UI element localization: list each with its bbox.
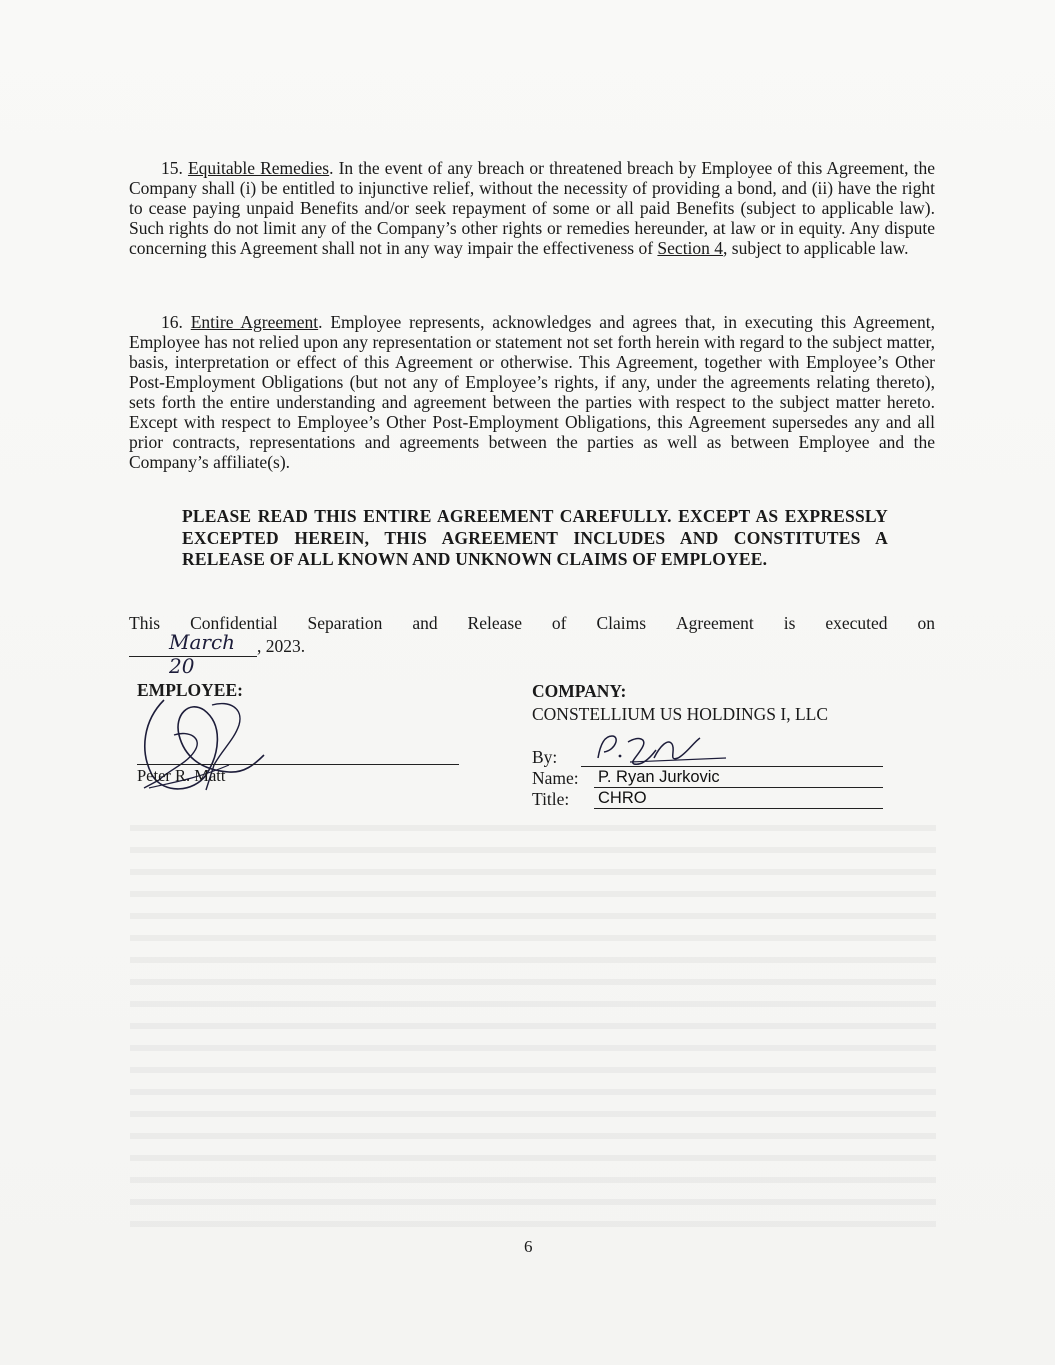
exec-word: Separation [307, 613, 383, 633]
exec-word: Confidential [190, 613, 278, 633]
exec-word: This [129, 613, 161, 633]
section-16-text: . Employee represents, acknowledges and agrees that, in executing this Agreement, Employee has not relied upon any representation or statement not set forth herein with regard to the subject matter, basis, interpretation or effect of this Agreement or otherwise. This Agreement, together with Employee’s Other Post-Employment Obligations (but not any of Employee’s rights, if any, under the agreements relating thereto), sets forth the entire understanding and agreement between the parties with respect to the subject matter hereto. Except with respect to Employee’s Other Post-Employment Obligations, this Agreement supersedes any and all prior contracts, representations and agreements between the parties as well as between Employee and the Company’s affiliate(s). [129, 312, 936, 472]
exec-word: and [412, 613, 438, 633]
section-16-heading: Entire Agreement [190, 312, 319, 332]
exec-word: of [551, 613, 567, 633]
page-number: 6 [524, 1237, 533, 1256]
company-signatory-title: CHRO [598, 789, 647, 807]
exec-word: Agreement [676, 613, 754, 633]
bleed-through-bottom [130, 815, 936, 1235]
exec-word: on [917, 613, 935, 633]
title-line [594, 808, 883, 809]
section-15-paragraph [129, 158, 935, 258]
section-15-text-b: , subject to applicable law. [723, 238, 909, 258]
employee-signature [134, 680, 269, 805]
exec-word: Claims [596, 613, 647, 633]
title-label: Title: [532, 789, 570, 809]
exec-word: executed [825, 613, 888, 633]
company-signature [590, 728, 730, 770]
employee-signature-line [137, 764, 459, 765]
by-label: By: [532, 747, 558, 767]
exec-word: is [783, 613, 796, 633]
employee-label: EMPLOYEE: [137, 680, 243, 700]
section-16-paragraph [129, 312, 935, 472]
handwritten-date: March 20 [169, 630, 236, 678]
employee-name: Peter R. Matt [137, 766, 226, 785]
exec-word: Release [467, 613, 522, 633]
execution-date-line [129, 630, 306, 678]
execution-year: , 2023. [257, 636, 306, 656]
company-label: COMPANY: [532, 681, 627, 701]
name-line [594, 787, 883, 788]
section-15-heading: Equitable Remedies [187, 158, 330, 178]
company-entity: CONSTELLIUM US HOLDINGS I, LLC [532, 704, 829, 724]
company-signatory-name: P. Ryan Jurkovic [598, 768, 720, 786]
section-15-text-a: . In the event of any breach or threatened breach by Employee of this Agreement, the Company shall (i) be entitled to injunctive relief, without the necessity of providing a bond, and (ii) have the right to cease paying unpaid Benefits and/or seek repayment of some or all paid Benefits (subject to applicable law). Such rights do not limit any of the Company’s other rights or remedies hereunder, at law or in equity. Any dispute concerning this Agreement shall not in any way impair the effectiveness of [129, 158, 936, 258]
name-label: Name: [532, 768, 579, 788]
release-notice: PLEASE READ THIS ENTIRE AGREEMENT CAREFULLY. EXCEPT AS EXPRESSLY EXCEPTED HEREIN, THIS AGREEMENT INCLUDES AND CONSTITUTES A RELEASE OF ALL KNOWN AND UNKNOWN CLAIMS OF EMPLOYEE. [182, 506, 888, 569]
section-16-number: 16. [161, 312, 183, 332]
section-4-reference: Section 4 [657, 238, 724, 258]
section-15-number: 15. [161, 158, 183, 178]
date-signature-blank [129, 630, 257, 678]
